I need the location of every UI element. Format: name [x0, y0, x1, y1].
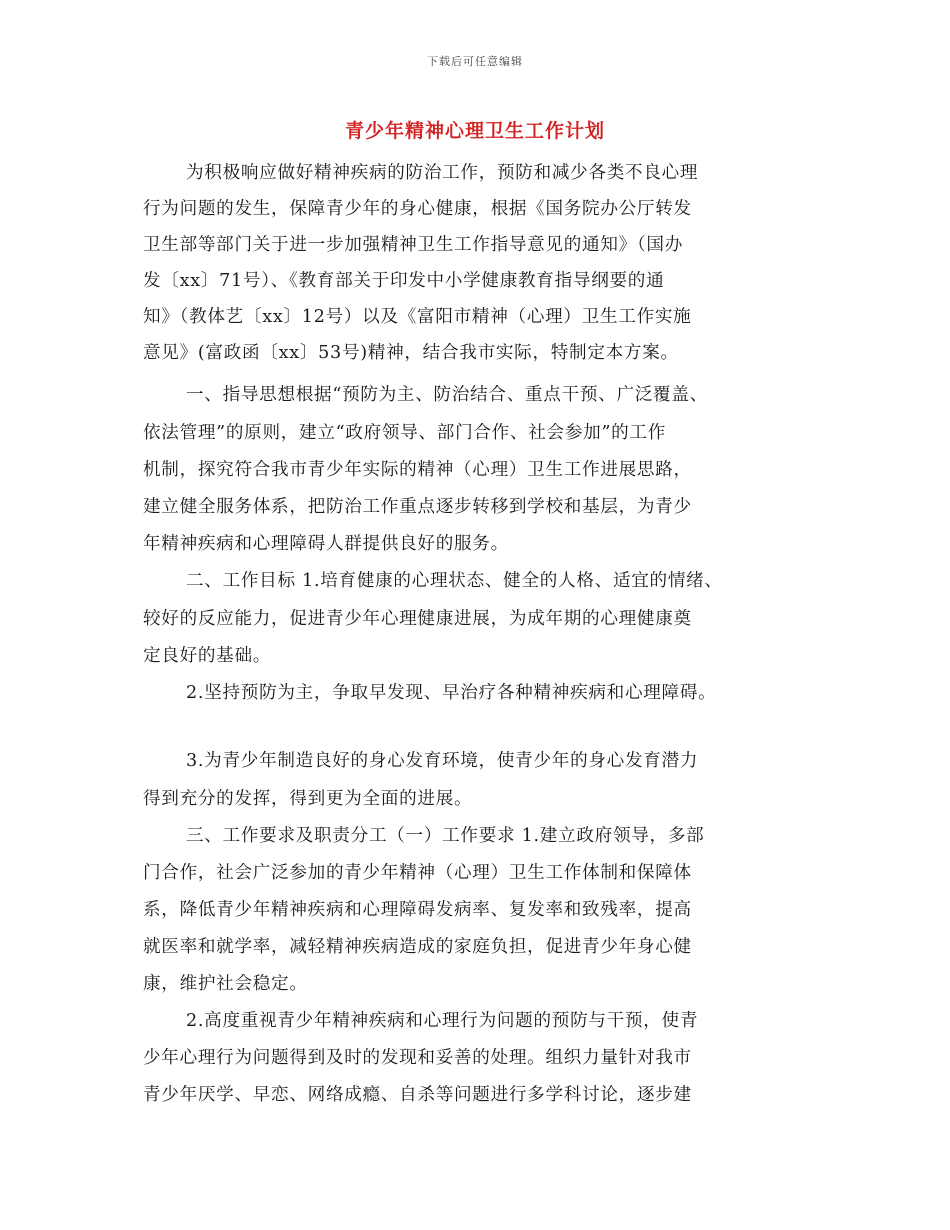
body-line: 门合作，社会广泛参加的青少年精神（心理）卫生工作体制和保障体: [143, 863, 692, 883]
body-line: 知》（教体艺〔xx〕12号）以及《富阳市精神（心理）卫生工作实施: [143, 307, 692, 327]
body-line: 定良好的基础。: [143, 646, 272, 666]
body-line: 为积极响应做好精神疾病的防治工作，预防和减少各类不良心理: [186, 163, 699, 183]
document-title: 青少年精神心理卫生工作计划: [344, 120, 605, 142]
body-line: 建立健全服务体系，把防治工作重点逐步转移到学校和基层，为青少: [143, 497, 692, 517]
body-line: 发〔xx〕71号）、《教育部关于印发中小学健康教育指导纲要的通: [143, 271, 665, 291]
body-line: 较好的反应能力，促进青少年心理健康进展，为成年期的心理健康奠: [143, 609, 692, 629]
body-line: 就医率和就学率，减轻精神疾病造成的家庭负担，促进青少年身心健: [143, 937, 692, 957]
page-header-note: 下载后可任意编辑: [427, 55, 523, 68]
body-line: 二、工作目标 1.培育健康的心理状态、健全的人格、适宜的情绪、: [186, 571, 723, 591]
body-line: 康，维护社会稳定。: [143, 974, 308, 994]
body-line: 机制，探究符合我市青少年实际的精神（心理）卫生工作进展思路，: [143, 460, 692, 480]
body-line: 一、指导思想根据“预防为主、防治结合、重点干预、广泛覆盖、: [186, 385, 708, 405]
body-line: 2.坚持预防为主，争取早发现、早治疗各种精神疾病和心理障碍。: [186, 683, 717, 703]
body-line: 3.为青少年制造良好的身心发育环境，使青少年的身心发育潜力: [186, 751, 699, 771]
body-line: 得到充分的发挥，得到更为全面的进展。: [143, 789, 473, 809]
body-line: 卫生部等部门关于进一步加强精神卫生工作指导意见的通知》（国办: [143, 235, 684, 255]
body-line: 青少年厌学、早恋、网络成瘾、自杀等问题进行多学科讨论，逐步建: [143, 1085, 692, 1105]
body-line: 2.高度重视青少年精神疾病和心理行为问题的预防与干预，使青: [186, 1011, 699, 1031]
body-line: 三、工作要求及职责分工（一）工作要求 1.建立政府领导，多部: [186, 826, 705, 846]
body-line: 系，降低青少年精神疾病和心理障碍发病率、复发率和致残率，提高: [143, 900, 692, 920]
body-line: 依法管理”的原则，建立“政府领导、部门合作、社会参加”的工作: [143, 423, 667, 443]
body-line: 年精神疾病和心理障碍人群提供良好的服务。: [143, 534, 509, 554]
body-line: 意见》(富政函〔xx〕53号)精神，结合我市实际，特制定本方案。: [143, 343, 679, 363]
body-line: 行为问题的发生，保障青少年的身心健康，根据《国务院办公厅转发: [143, 199, 692, 219]
body-line: 少年心理行为问题得到及时的发现和妥善的处理。组织力量针对我市: [143, 1048, 692, 1068]
